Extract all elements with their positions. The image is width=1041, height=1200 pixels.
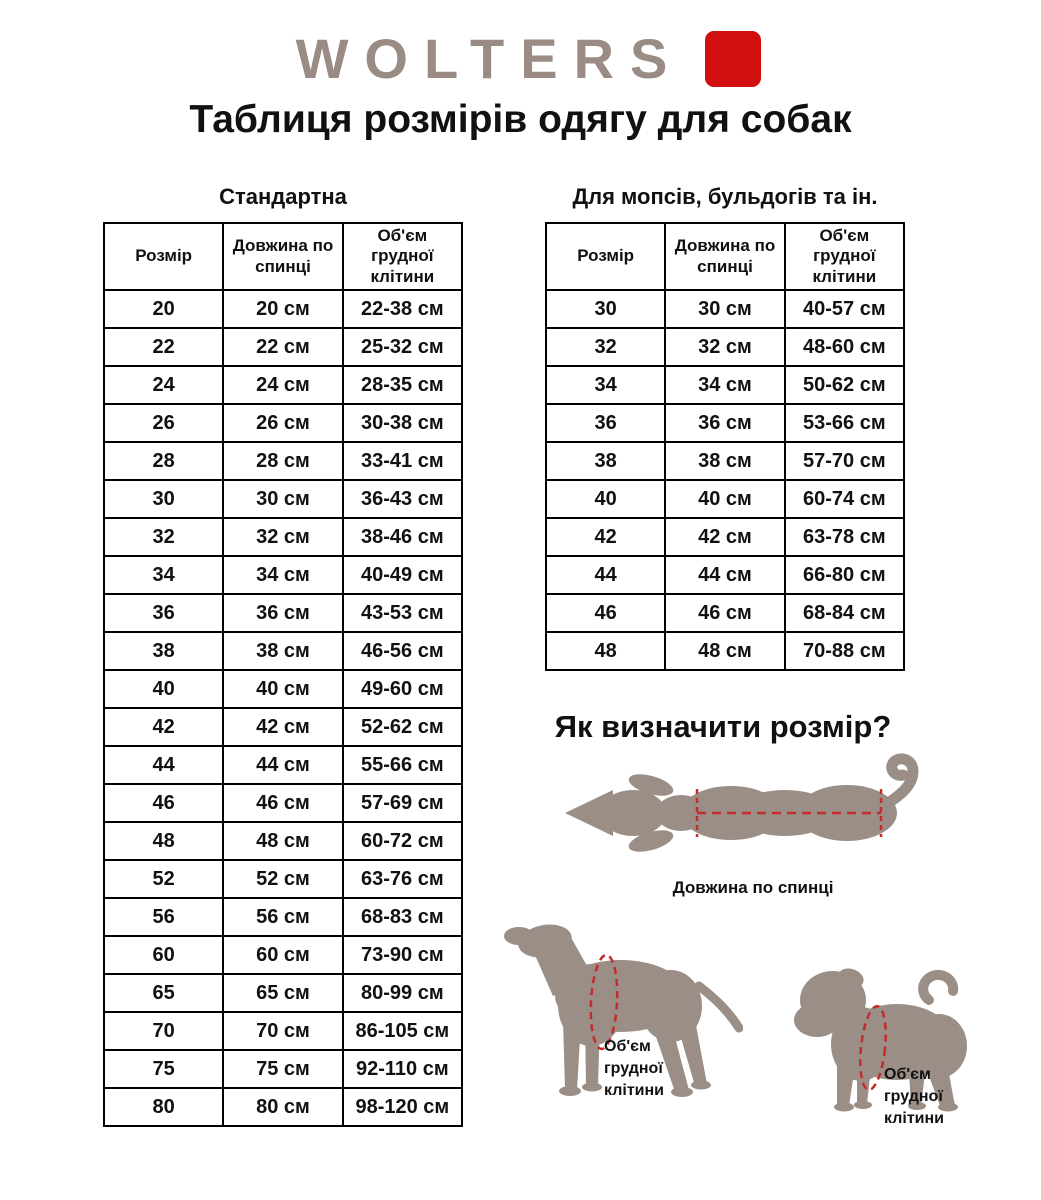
table-cell: 34 см (223, 556, 342, 594)
table-cell: 42 см (665, 518, 784, 556)
table-cell: 43-53 см (343, 594, 462, 632)
table-cell: 34 см (665, 366, 784, 404)
table-header-row (546, 223, 904, 290)
chest-label-line: Об'єм (604, 1038, 651, 1056)
table-cell: 49-60 см (343, 670, 462, 708)
table-cell: 66-80 см (785, 556, 904, 594)
table-cell: 44 (104, 746, 223, 784)
table-row (104, 746, 462, 784)
table-row (104, 1050, 462, 1088)
chest-volume-label (884, 1064, 944, 1130)
table-row (546, 290, 904, 328)
table-cell: 30-38 см (343, 404, 462, 442)
large-dog-figure (503, 908, 743, 1103)
table-cell: 20 см (223, 290, 342, 328)
table-cell: 32 см (665, 328, 784, 366)
column-header-chest: Об'єм грудної клітини (343, 223, 462, 290)
table-cell: 60-72 см (343, 822, 462, 860)
table-cell: 65 (104, 974, 223, 1012)
table-cell: 48 см (665, 632, 784, 670)
table-row (104, 328, 462, 366)
table-cell: 63-78 см (785, 518, 904, 556)
table-cell: 52 (104, 860, 223, 898)
table-row (104, 442, 462, 480)
column-header-size: Розмір (546, 223, 665, 290)
table-cell: 34 (104, 556, 223, 594)
column-header-chest: Об'єм грудної клітини (785, 223, 904, 290)
table-cell: 42 (104, 708, 223, 746)
table-cell: 52-62 см (343, 708, 462, 746)
pug-figure (789, 956, 989, 1128)
table-row (104, 708, 462, 746)
table-cell: 56 (104, 898, 223, 936)
column-header-back-length: Довжина по спинці (223, 223, 342, 290)
table-row (104, 1088, 462, 1126)
table-cell: 40 (104, 670, 223, 708)
table-cell: 24 (104, 366, 223, 404)
table-cell: 48 (546, 632, 665, 670)
header (0, 0, 1041, 142)
column-header-size: Розмір (104, 223, 223, 290)
table-row (104, 366, 462, 404)
table-row (546, 556, 904, 594)
table-cell: 20 (104, 290, 223, 328)
table-cell: 38 см (665, 442, 784, 480)
table-cell: 36-43 см (343, 480, 462, 518)
side-view-dogs (503, 908, 983, 1128)
table-cell: 56 см (223, 898, 342, 936)
table-cell: 30 см (223, 480, 342, 518)
brand-logo-red-square (705, 31, 761, 87)
chest-label-line: Об'єм (884, 1066, 931, 1084)
table-cell: 80 см (223, 1088, 342, 1126)
table-cell: 68-84 см (785, 594, 904, 632)
table-cell: 75 (104, 1050, 223, 1088)
table-cell: 28 (104, 442, 223, 480)
chest-volume-label (604, 1036, 664, 1102)
table-cell: 57-70 см (785, 442, 904, 480)
table-cell: 28-35 см (343, 366, 462, 404)
table-cell: 26 (104, 404, 223, 442)
table-cell: 70 (104, 1012, 223, 1050)
table-cell: 26 см (223, 404, 342, 442)
table-row (104, 936, 462, 974)
table-cell: 40 см (223, 670, 342, 708)
table-cell: 48 см (223, 822, 342, 860)
table-cell: 46 см (223, 784, 342, 822)
table-cell: 38 (104, 632, 223, 670)
table-row (546, 328, 904, 366)
standard-table-section (103, 184, 463, 1127)
how-to-section (463, 709, 983, 1128)
table-row (104, 290, 462, 328)
table-row (104, 860, 462, 898)
table-cell: 44 см (665, 556, 784, 594)
table-row (104, 594, 462, 632)
table-cell: 80-99 см (343, 974, 462, 1012)
table-cell: 57-69 см (343, 784, 462, 822)
chest-label-line: клітини (604, 1082, 664, 1100)
table-cell: 44 см (223, 746, 342, 784)
pugs-size-table (545, 222, 905, 671)
brand-logo-text: WOLTERS (295, 27, 684, 90)
table-cell: 40 (546, 480, 665, 518)
how-to-heading: Як визначити розмір? (554, 709, 892, 745)
dog-top-view-silhouette-icon (559, 751, 939, 873)
back-length-label: Довжина по спинці (672, 878, 834, 898)
right-column (463, 184, 1041, 1128)
table-cell: 25-32 см (343, 328, 462, 366)
table-cell: 68-83 см (343, 898, 462, 936)
table-cell: 40-57 см (785, 290, 904, 328)
table-cell: 60 см (223, 936, 342, 974)
table-row (104, 632, 462, 670)
brand-logo (0, 26, 1041, 92)
table-row (104, 898, 462, 936)
table-cell: 46 (546, 594, 665, 632)
table-cell: 60-74 см (785, 480, 904, 518)
table-cell: 32 см (223, 518, 342, 556)
table-cell: 38-46 см (343, 518, 462, 556)
standard-size-table (103, 222, 463, 1127)
standard-table-caption: Стандартна (219, 184, 347, 209)
table-row (546, 480, 904, 518)
dog-top-view-figure (489, 751, 1009, 878)
table-cell: 48-60 см (785, 328, 904, 366)
table-cell: 30 (104, 480, 223, 518)
table-cell: 46 см (665, 594, 784, 632)
table-cell: 22-38 см (343, 290, 462, 328)
table-cell: 60 (104, 936, 223, 974)
table-cell: 70 см (223, 1012, 342, 1050)
table-row (104, 1012, 462, 1050)
table-cell: 36 (104, 594, 223, 632)
column-header-back-length: Довжина по спинці (665, 223, 784, 290)
table-row (546, 518, 904, 556)
table-row (104, 670, 462, 708)
table-row (104, 556, 462, 594)
table-row (546, 442, 904, 480)
table-cell: 50-62 см (785, 366, 904, 404)
table-row (546, 366, 904, 404)
table-cell: 53-66 см (785, 404, 904, 442)
chest-label-line: клітини (884, 1110, 944, 1128)
chest-label-line: грудної (884, 1088, 943, 1106)
table-cell: 30 см (665, 290, 784, 328)
table-cell: 52 см (223, 860, 342, 898)
table-cell: 24 см (223, 366, 342, 404)
table-cell: 36 (546, 404, 665, 442)
table-cell: 38 (546, 442, 665, 480)
table-row (104, 404, 462, 442)
table-cell: 98-120 см (343, 1088, 462, 1126)
table-row (104, 518, 462, 556)
table-cell: 86-105 см (343, 1012, 462, 1050)
main-content (0, 184, 1041, 1127)
table-row (104, 974, 462, 1012)
table-cell: 65 см (223, 974, 342, 1012)
table-cell: 70-88 см (785, 632, 904, 670)
table-cell: 40 см (665, 480, 784, 518)
table-cell: 73-90 см (343, 936, 462, 974)
table-cell: 55-66 см (343, 746, 462, 784)
table-cell: 30 (546, 290, 665, 328)
table-cell: 34 (546, 366, 665, 404)
table-cell: 75 см (223, 1050, 342, 1088)
table-cell: 40-49 см (343, 556, 462, 594)
table-row (104, 784, 462, 822)
table-header-row (104, 223, 462, 290)
table-cell: 28 см (223, 442, 342, 480)
table-cell: 36 см (665, 404, 784, 442)
table-row (104, 822, 462, 860)
table-cell: 32 (104, 518, 223, 556)
table-cell: 46 (104, 784, 223, 822)
table-cell: 32 (546, 328, 665, 366)
table-row (546, 632, 904, 670)
page-title: Таблиця розмірів одягу для собак (189, 98, 852, 141)
pugs-table-caption: Для мопсів, бульдогів та ін. (572, 184, 878, 209)
table-cell: 42 см (223, 708, 342, 746)
table-row (104, 480, 462, 518)
table-cell: 22 см (223, 328, 342, 366)
table-cell: 80 (104, 1088, 223, 1126)
table-cell: 42 (546, 518, 665, 556)
pugs-table-section (545, 184, 905, 671)
table-row (546, 404, 904, 442)
chest-label-line: грудної (604, 1060, 663, 1078)
table-row (546, 594, 904, 632)
table-cell: 38 см (223, 632, 342, 670)
table-cell: 44 (546, 556, 665, 594)
table-cell: 92-110 см (343, 1050, 462, 1088)
table-cell: 63-76 см (343, 860, 462, 898)
table-cell: 46-56 см (343, 632, 462, 670)
table-cell: 36 см (223, 594, 342, 632)
table-cell: 48 (104, 822, 223, 860)
table-cell: 33-41 см (343, 442, 462, 480)
table-cell: 22 (104, 328, 223, 366)
